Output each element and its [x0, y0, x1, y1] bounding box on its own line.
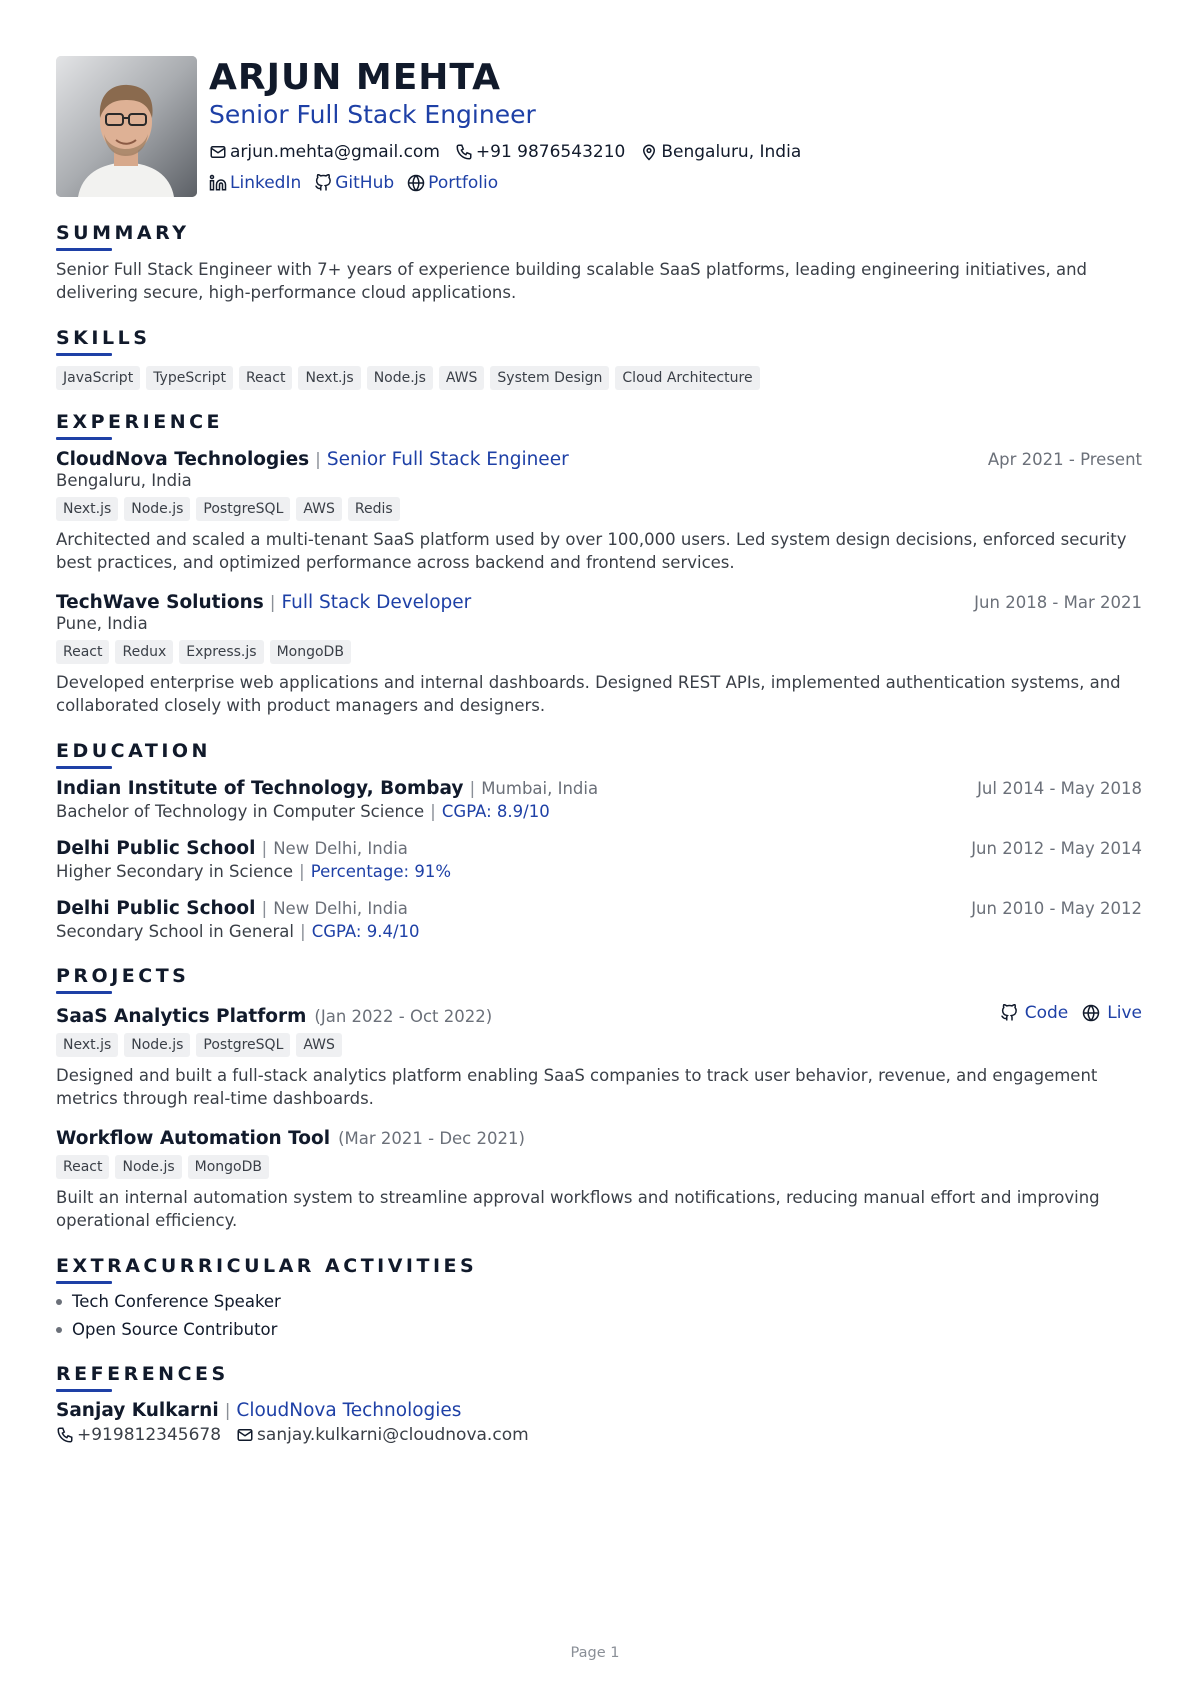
grade: Percentage: 91%: [310, 862, 452, 881]
separator: |: [269, 593, 276, 613]
section-divider: [56, 248, 112, 251]
company-name: CloudNova Technologies: [56, 449, 310, 470]
linkedin-label: LinkedIn: [230, 173, 302, 193]
activity-text: Tech Conference Speaker: [72, 1292, 281, 1311]
github-link[interactable]: [314, 172, 394, 194]
email-contact[interactable]: [209, 141, 440, 163]
education-dates: Jun 2010 - May 2012: [971, 899, 1142, 918]
portfolio-link[interactable]: [407, 172, 498, 194]
projects-section: [56, 964, 1142, 1232]
activity-text: Open Source Contributor: [72, 1320, 278, 1339]
school-name: Delhi Public School: [56, 898, 256, 919]
reference-email[interactable]: [236, 1424, 529, 1446]
school-location: Mumbai, India: [481, 779, 599, 798]
section-divider: [56, 437, 112, 440]
portfolio-label: Portfolio: [428, 173, 499, 193]
header-info: [209, 56, 816, 194]
profile-links: [209, 172, 816, 194]
summary-text: Senior Full Stack Engineer with 7+ years of experience building scalable SaaS platforms, leading engineering initiatives, and delivering secure, high-performance cloud applications.: [56, 260, 1088, 302]
section-title-summary: SUMMARY: [56, 222, 190, 244]
live-link[interactable]: [1082, 1003, 1142, 1023]
separator: |: [299, 922, 306, 942]
section-title-references: REFERENCES: [56, 1363, 229, 1385]
school-location: New Delhi, India: [273, 899, 408, 918]
tech-tag: MongoDB: [188, 1155, 269, 1179]
separator: |: [430, 802, 436, 822]
project-description: Built an internal automation system to streamline approval workflows and notifications, reducing manual effort and improving operational efficiency.: [56, 1188, 1100, 1230]
tech-tag: Redux: [115, 640, 173, 664]
extracurricular-section: [56, 1254, 1142, 1344]
experience-section: [56, 410, 1142, 717]
phone-contact[interactable]: [455, 141, 625, 163]
school-name: Delhi Public School: [56, 838, 256, 859]
tech-tag: Next.js: [56, 497, 118, 521]
phone-icon: [56, 1426, 74, 1444]
linkedin-icon: [209, 174, 227, 192]
resume-header: [56, 56, 1142, 197]
project-description: Designed and built a full-stack analytics platform enabling SaaS companies to track user behavior, revenue, and engagement metrics through real-time dashboards.: [56, 1066, 1098, 1108]
github-label: GitHub: [335, 173, 395, 193]
mail-icon: [236, 1426, 254, 1444]
section-title-experience: EXPERIENCE: [56, 411, 224, 433]
separator: |: [469, 779, 476, 799]
project-entry: [56, 1128, 1142, 1232]
skills-section: [56, 326, 1142, 390]
tech-tag: AWS: [296, 497, 342, 521]
skills-tags: [56, 366, 1142, 390]
candidate-name: ARJUN MEHTA: [209, 57, 502, 98]
skill-tag: Next.js: [298, 366, 360, 390]
tech-tag: AWS: [296, 1033, 342, 1057]
section-title-skills: SKILLS: [56, 327, 151, 349]
tech-tag: React: [56, 640, 109, 664]
job-location: Pune, India: [56, 614, 148, 633]
reference-phone[interactable]: [56, 1424, 221, 1446]
tech-tag: MongoDB: [270, 640, 351, 664]
project-dates: (Jan 2022 - Oct 2022): [314, 1007, 493, 1026]
bullet-icon: [56, 1327, 62, 1333]
section-divider: [56, 991, 112, 994]
job-description: Developed enterprise web applications and internal dashboards. Designed REST APIs, implemented authentication systems, and collaborated closely with product managers and designers.: [56, 673, 1121, 715]
page-number: Page 1: [570, 1645, 620, 1661]
section-title-extracurricular: EXTRACURRICULAR ACTIVITIES: [56, 1255, 478, 1277]
tech-tags: [56, 497, 1142, 521]
separator: |: [298, 862, 305, 882]
education-entry: [56, 898, 1142, 942]
skill-tag: Cloud Architecture: [615, 366, 759, 390]
job-role: Senior Full Stack Engineer: [326, 449, 569, 470]
project-dates: (Mar 2021 - Dec 2021): [338, 1129, 525, 1148]
code-link[interactable]: [1000, 1003, 1069, 1023]
job-role: Full Stack Developer: [281, 592, 472, 613]
job-dates: Jun 2018 - Mar 2021: [974, 593, 1142, 612]
school-name: Indian Institute of Technology, Bombay: [56, 778, 464, 799]
separator: |: [224, 1401, 231, 1421]
tech-tags: [56, 640, 1142, 664]
project-links: [986, 1003, 1142, 1023]
phone-icon: [455, 143, 473, 161]
project-name: SaaS Analytics Platform: [56, 1006, 307, 1027]
skill-tag: System Design: [490, 366, 609, 390]
resume-page: [56, 56, 1142, 1446]
project-name: Workflow Automation Tool: [56, 1128, 331, 1149]
section-title-projects: PROJECTS: [56, 965, 190, 987]
live-label: Live: [1107, 1003, 1142, 1023]
experience-entry: [56, 592, 1142, 717]
skill-tag: AWS: [439, 366, 485, 390]
bullet-icon: [56, 1299, 62, 1305]
references-section: [56, 1362, 1142, 1446]
contact-row: [209, 141, 816, 163]
tech-tag: React: [56, 1155, 109, 1179]
experience-entry: [56, 449, 1142, 574]
reference-email-text: sanjay.kulkarni@cloudnova.com: [257, 1425, 529, 1445]
separator: |: [315, 450, 321, 470]
project-entry: [56, 1003, 1142, 1110]
experience-header: [56, 592, 1142, 613]
job-dates: Apr 2021 - Present: [987, 450, 1142, 469]
tech-tag: PostgreSQL: [196, 1033, 290, 1057]
section-divider: [56, 353, 112, 356]
separator: |: [261, 839, 268, 859]
list-item: [56, 1288, 1142, 1316]
section-title-education: EDUCATION: [56, 740, 211, 762]
profile-photo: [56, 56, 197, 197]
degree: Higher Secondary in Science: [56, 862, 293, 881]
globe-icon: [407, 174, 425, 192]
skill-tag: TypeScript: [146, 366, 233, 390]
tech-tag: Redis: [348, 497, 400, 521]
summary-section: [56, 221, 1142, 304]
reference-entry: [56, 1400, 1142, 1446]
skill-tag: JavaScript: [56, 366, 140, 390]
section-divider: [56, 1281, 112, 1284]
skill-tag: React: [239, 366, 292, 390]
school-location: New Delhi, India: [273, 839, 408, 858]
tech-tags: [56, 1033, 1142, 1057]
degree: Secondary School in General: [56, 922, 294, 941]
education-dates: Jun 2012 - May 2014: [971, 839, 1142, 858]
section-divider: [56, 1389, 112, 1392]
mail-icon: [209, 143, 227, 161]
linkedin-link[interactable]: [209, 172, 301, 194]
experience-header: [56, 449, 1142, 470]
job-description: Architected and scaled a multi-tenant SaaS platform used by over 100,000 users. Led system design decisions, enforced security best practices, and optimized performance across backend and frontend services.: [56, 530, 1127, 572]
tech-tag: Node.js: [124, 497, 190, 521]
location-contact: [640, 141, 801, 163]
list-item: [56, 1316, 1142, 1344]
tech-tag: Node.js: [115, 1155, 181, 1179]
skill-tag: Node.js: [367, 366, 433, 390]
education-section: [56, 739, 1142, 942]
globe-icon: [1082, 1004, 1100, 1022]
reference-name: Sanjay Kulkarni: [56, 1400, 219, 1421]
email-text: arjun.mehta@gmail.com: [230, 142, 440, 162]
tech-tag: Express.js: [179, 640, 263, 664]
tech-tag: Node.js: [124, 1033, 190, 1057]
tech-tag: Next.js: [56, 1033, 118, 1057]
tech-tag: PostgreSQL: [196, 497, 290, 521]
education-entry: [56, 838, 1142, 882]
phone-text: +91 9876543210: [475, 142, 626, 162]
reference-contact: [56, 1424, 1142, 1446]
github-icon: [314, 174, 332, 192]
activity-list: [56, 1288, 1142, 1344]
reference-phone-text: +919812345678: [77, 1425, 222, 1445]
code-label: Code: [1024, 1003, 1069, 1023]
location-text: Bengaluru, India: [661, 142, 802, 162]
company-name: TechWave Solutions: [56, 592, 264, 613]
grade: CGPA: 9.4/10: [311, 922, 420, 941]
education-dates: Jul 2014 - May 2018: [977, 779, 1142, 798]
tech-tags: [56, 1155, 1142, 1179]
degree: Bachelor of Technology in Computer Science: [56, 802, 425, 821]
reference-company: CloudNova Technologies: [236, 1400, 462, 1421]
location-pin-icon: [640, 143, 658, 161]
section-divider: [56, 766, 112, 769]
separator: |: [261, 899, 268, 919]
candidate-title: Senior Full Stack Engineer: [209, 100, 536, 129]
github-icon: [1000, 1004, 1018, 1022]
job-location: Bengaluru, India: [56, 471, 192, 490]
education-entry: [56, 778, 1142, 822]
grade: CGPA: 8.9/10: [441, 802, 550, 821]
